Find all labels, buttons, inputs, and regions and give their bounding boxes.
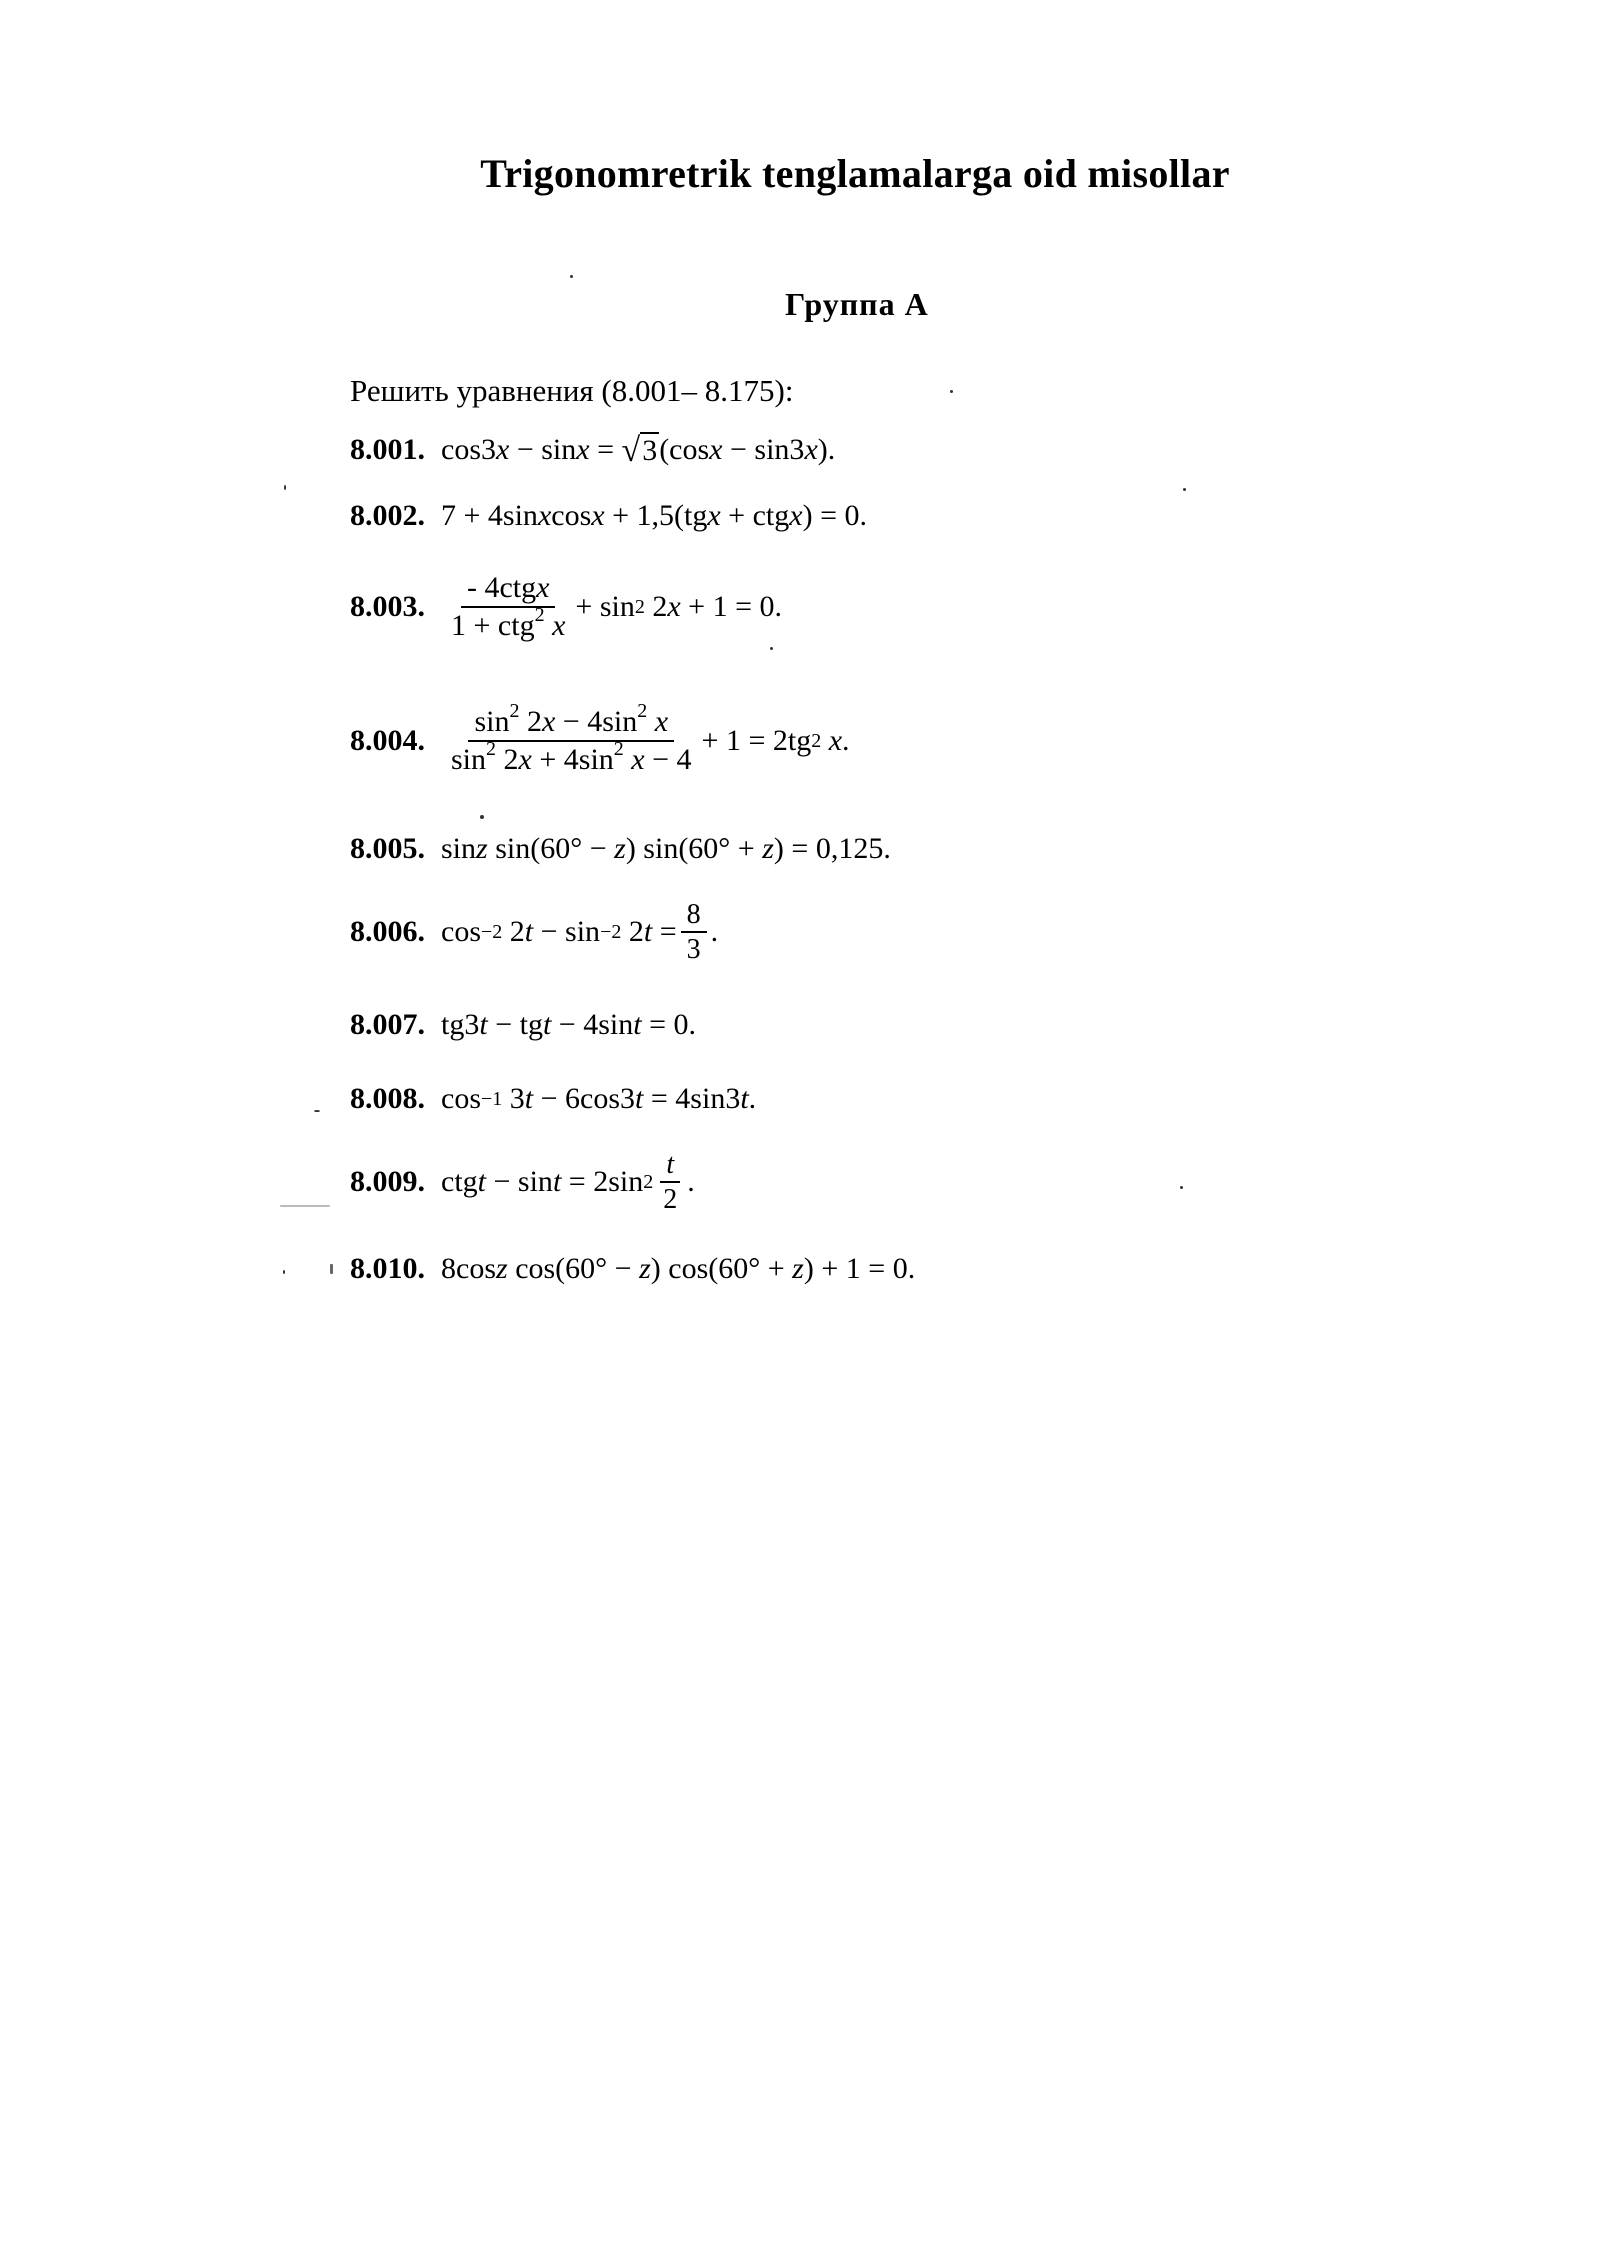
problem-number: 8.006. [350, 915, 425, 949]
problem-number: 8.001. [350, 433, 425, 466]
fraction: $\frac{\text{- 4ctgx}}{1 + ctg^2 x}$ [451, 571, 566, 642]
problem-equation: 7 + 4sin x cos x + 1,5(tg x + ctg x ) = 0. [441, 499, 867, 532]
problem-equation: $\frac{\sin^2 2x - 4\sin^2 x}{\sin^2 2x + 4\sin^2 x - 4}$ + 1 = 2tg 2 x . [441, 706, 850, 775]
problem-8-008 [350, 1082, 756, 1116]
problem-8-005 [350, 832, 891, 866]
problem-equation: ctg t − sin t = 2sin 2 $\frac{t}{2}$ . [441, 1149, 695, 1216]
problem-8-001 [350, 432, 835, 468]
scan-speck [570, 275, 573, 278]
scan-speck [480, 815, 484, 819]
page-title: Trigonomretrik tenglamalarga oid misollar [480, 151, 1230, 196]
fraction: $\frac{\sin^2 2x - 4\sin^2 x}{\sin^2 2x + 4\sin^2 x - 4}$ [451, 700, 692, 776]
scan-speck [283, 1270, 285, 1274]
problem-number: 8.009. [350, 1165, 425, 1199]
problem-8-004 [350, 700, 850, 776]
problem-number: 8.002. [350, 499, 425, 532]
fraction: $\frac{8}{3}$ [681, 900, 707, 965]
problem-equation: sin z sin(60° − z ) sin(60° + z ) = 0,125. [441, 832, 891, 865]
group-heading: Группа А [785, 286, 929, 322]
problem-number: 8.007. [350, 1008, 425, 1041]
problem-equation: cos3 x − sin x = √ 3 (cos x − sin3 x ). [441, 432, 836, 469]
problem-8-003 [350, 572, 782, 641]
problem-number: 8.004. [350, 723, 425, 757]
instruction-text: Решить уравнения (8.001– 8.175): [350, 373, 794, 408]
problem-equation: $\frac{\text{- 4ctgx}}{1 + ctg^2 x}$ + sin 2 2 x + 1 = 0. [441, 572, 782, 641]
scan-speck [284, 485, 286, 490]
problem-8-010 [350, 1252, 915, 1286]
problem-8-009 [350, 1150, 695, 1215]
scan-speck [330, 1264, 333, 1274]
scan-speck [770, 647, 773, 650]
scan-speck [950, 390, 953, 393]
scan-speck [1183, 488, 1186, 491]
problem-8-002 [350, 499, 867, 533]
problem-number: 8.010. [350, 1252, 425, 1285]
problem-equation: tg3 t − tg t − 4sin t = 0. [441, 1008, 696, 1041]
problem-number: 8.005. [350, 832, 425, 865]
problem-number: 8.003. [350, 589, 425, 623]
scan-speck [314, 1110, 320, 1112]
problem-equation: cos −2 2 t − sin −2 2 t = $\frac{8}{3}$ . [441, 899, 719, 966]
scan-speck [280, 1205, 330, 1207]
problem-number: 8.008. [350, 1082, 425, 1115]
problem-8-006 [350, 900, 718, 965]
problem-8-007 [350, 1008, 696, 1042]
problem-equation: 8cos z cos(60° − z ) cos(60° + z ) + 1 = 0. [441, 1252, 916, 1285]
problem-equation: cos −1 3 t − 6cos3 t = 4sin3 t . [441, 1082, 757, 1115]
fraction: $\frac{t}{2}$ [657, 1150, 683, 1215]
scan-speck [1180, 1186, 1183, 1189]
